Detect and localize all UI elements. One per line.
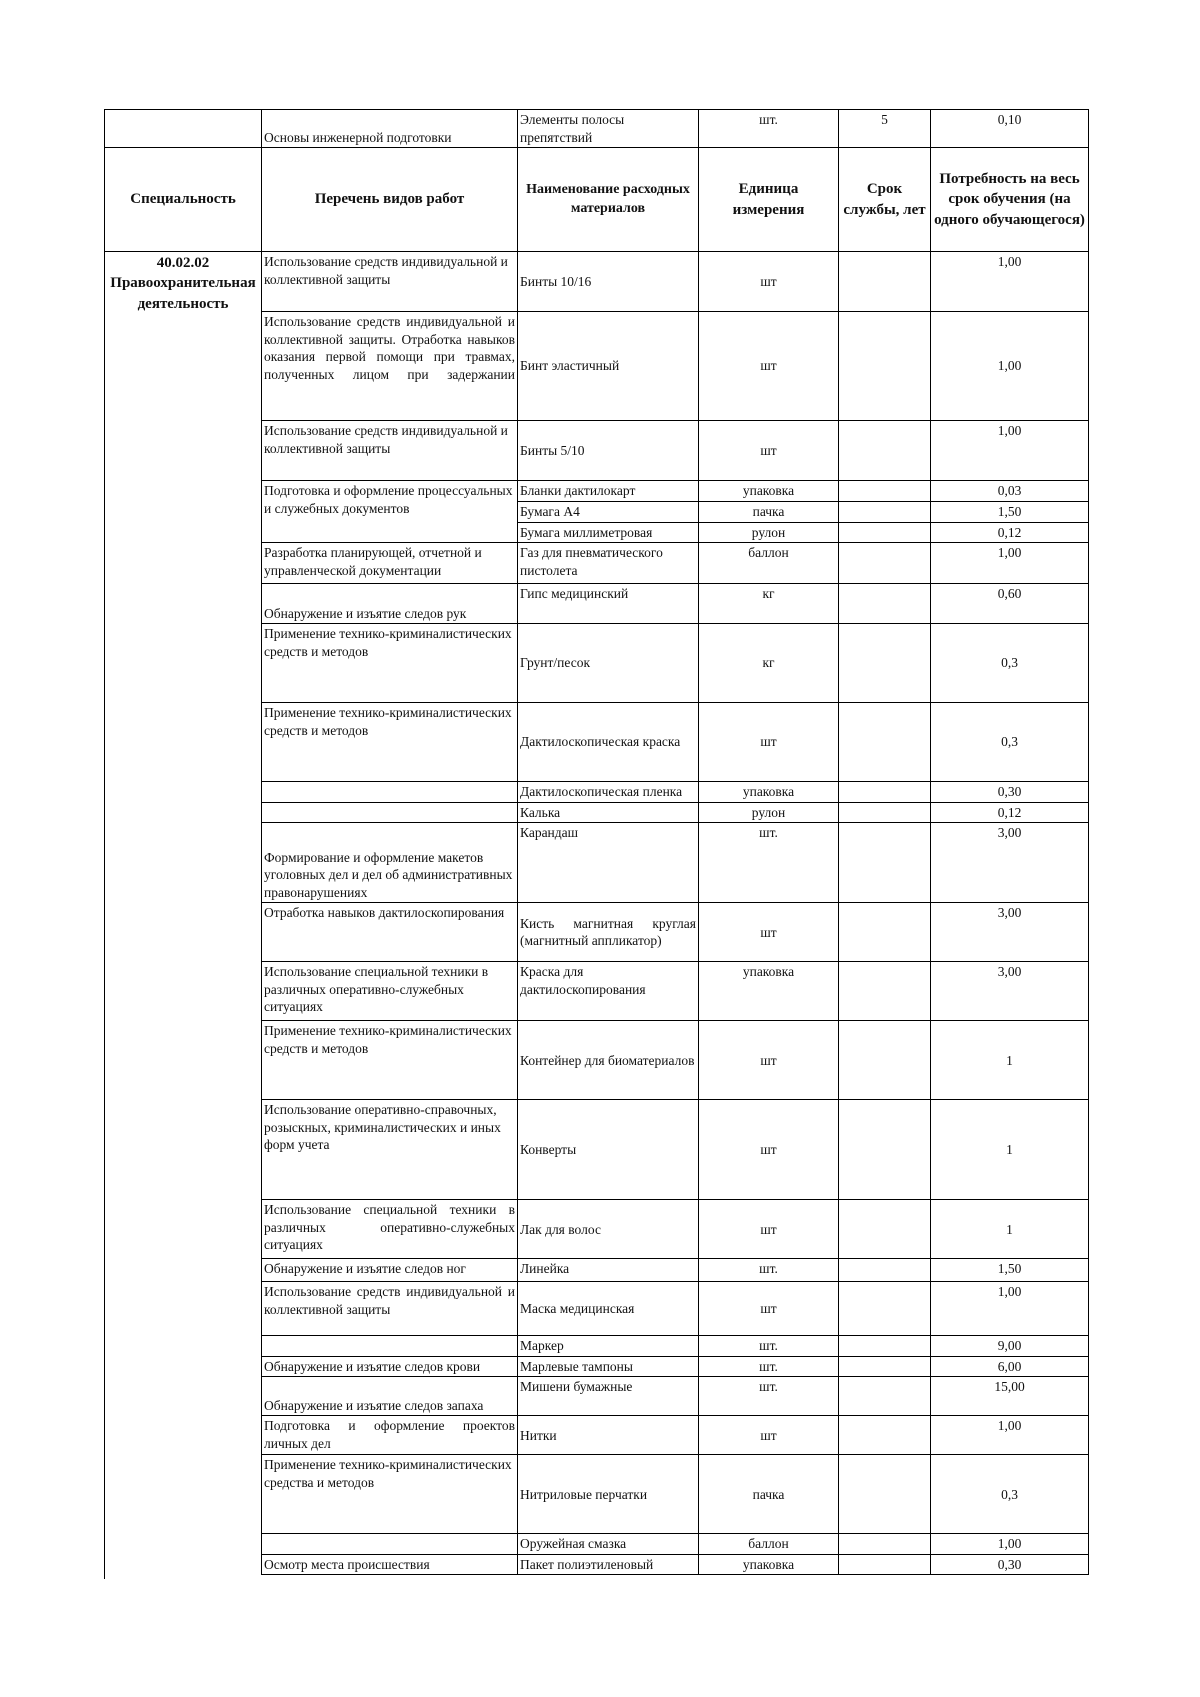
- unit-cell: шт: [699, 1416, 839, 1455]
- table-row: [105, 252, 1089, 312]
- header-materials: Наименование расходных материалов: [518, 148, 699, 252]
- header-service-life: Срок службы, лет: [839, 148, 931, 252]
- service-life-cell: [839, 624, 931, 703]
- unit-cell: кг: [699, 624, 839, 703]
- service-life-cell: [839, 1282, 931, 1336]
- need-cell: 0,3: [931, 703, 1089, 782]
- material-cell: Оружейная смазка: [518, 1534, 699, 1555]
- need-cell: 1: [931, 1021, 1089, 1100]
- table-left-border: [104, 1573, 105, 1579]
- unit-cell: шт: [699, 903, 839, 962]
- service-life-cell: [839, 421, 931, 481]
- material-cell: Калька: [518, 802, 699, 823]
- material-cell: Пакет полиэтиленовый: [518, 1554, 699, 1575]
- need-cell: 1,50: [931, 1259, 1089, 1282]
- unit-cell: пачка: [699, 502, 839, 523]
- material-cell: Марлевые тампоны: [518, 1356, 699, 1377]
- activity-cell: Обнаружение и изъятие следов ног: [262, 1259, 518, 1282]
- need-cell: 0,12: [931, 522, 1089, 543]
- need-cell: 1,00: [931, 312, 1089, 421]
- header-row: [105, 148, 1089, 252]
- material-cell: Бланки дактилокарт: [518, 481, 699, 502]
- need-cell: 0,60: [931, 584, 1089, 624]
- unit-cell: пачка: [699, 1455, 839, 1534]
- unit-cell: шт.: [699, 823, 839, 903]
- need-cell: 1,00: [931, 1534, 1089, 1555]
- service-life-cell: [839, 1534, 931, 1555]
- unit-cell: кг: [699, 584, 839, 624]
- unit-cell: шт: [699, 1021, 839, 1100]
- unit-cell: рулон: [699, 522, 839, 543]
- service-life-cell: [839, 543, 931, 584]
- need-cell: 1,00: [931, 1416, 1089, 1455]
- material-cell: Газ для пневматического пистолета: [518, 543, 699, 584]
- need-cell: 1,50: [931, 502, 1089, 523]
- unit-cell: шт.: [699, 1356, 839, 1377]
- header-specialty: Специальность: [105, 148, 262, 252]
- activity-cell: Использование оперативно-справочных, розыскных, криминалистических и иных форм учета: [262, 1100, 518, 1200]
- service-life-cell: [839, 703, 931, 782]
- material-cell: Нитки: [518, 1416, 699, 1455]
- activity-cell: Обнаружение и изъятие следов запаха: [262, 1377, 518, 1416]
- service-life-cell: 5: [839, 110, 931, 148]
- unit-cell: шт.: [699, 110, 839, 148]
- service-life-cell: [839, 1100, 931, 1200]
- activity-cell: Использование средств индивидуальной и коллективной защиты: [262, 421, 518, 481]
- material-cell: Маска медицинская: [518, 1282, 699, 1336]
- activity-cell: Применение технико-криминалистических средств и методов: [262, 703, 518, 782]
- activity-cell: [262, 802, 518, 823]
- need-cell: 0,12: [931, 802, 1089, 823]
- service-life-cell: [839, 522, 931, 543]
- unit-cell: шт.: [699, 1259, 839, 1282]
- service-life-cell: [839, 823, 931, 903]
- materials-table: [104, 109, 1089, 1575]
- top-specialty-cell: [105, 110, 262, 148]
- material-cell: Бинты 10/16: [518, 252, 699, 312]
- material-cell: Карандаш: [518, 823, 699, 903]
- service-life-cell: [839, 1554, 931, 1575]
- activity-cell: Применение технико-криминалистических средства и методов: [262, 1455, 518, 1534]
- unit-cell: упаковка: [699, 782, 839, 803]
- need-cell: 0,03: [931, 481, 1089, 502]
- unit-cell: шт: [699, 421, 839, 481]
- material-cell: Гипс медицинский: [518, 584, 699, 624]
- activity-cell: Подготовка и оформление проектов личных дел: [262, 1416, 518, 1455]
- material-cell: Грунт/песок: [518, 624, 699, 703]
- activity-cell: [262, 1336, 518, 1357]
- header-unit: Единица измерения: [699, 148, 839, 252]
- service-life-cell: [839, 903, 931, 962]
- material-cell: Кисть магнитная круглая (магнитный аппликатор): [518, 903, 699, 962]
- service-life-cell: [839, 584, 931, 624]
- unit-cell: баллон: [699, 543, 839, 584]
- material-cell: Бинт эластичный: [518, 312, 699, 421]
- need-cell: 1,00: [931, 421, 1089, 481]
- unit-cell: шт: [699, 1200, 839, 1259]
- service-life-cell: [839, 1021, 931, 1100]
- activity-cell: Разработка планирующей, отчетной и управленческой документации: [262, 543, 518, 584]
- need-cell: 0,10: [931, 110, 1089, 148]
- unit-cell: упаковка: [699, 1554, 839, 1575]
- activity-cell: Осмотр места происшествия: [262, 1554, 518, 1575]
- service-life-cell: [839, 802, 931, 823]
- need-cell: 3,00: [931, 962, 1089, 1021]
- need-cell: 1,00: [931, 543, 1089, 584]
- service-life-cell: [839, 1336, 931, 1357]
- service-life-cell: [839, 252, 931, 312]
- specialty-cell: 40.02.02 Правоохранительная деятельность: [105, 252, 262, 1575]
- activity-cell: Использование специальной техники в различных оперативно-служебных ситуациях: [262, 1200, 518, 1259]
- material-cell: Дактилоскопическая краска: [518, 703, 699, 782]
- need-cell: 3,00: [931, 823, 1089, 903]
- activity-cell: Обнаружение и изъятие следов рук: [262, 584, 518, 624]
- activity-cell: Отработка навыков дактилоскопирования: [262, 903, 518, 962]
- unit-cell: шт: [699, 1100, 839, 1200]
- service-life-cell: [839, 1200, 931, 1259]
- activity-cell: Использование специальной техники в различных оперативно-служебных ситуациях: [262, 962, 518, 1021]
- activity-cell: Использование средств индивидуальной и коллективной защиты: [262, 252, 518, 312]
- material-cell: Бумага А4: [518, 502, 699, 523]
- need-cell: 0,3: [931, 624, 1089, 703]
- activity-cell: Основы инженерной подготовки: [262, 110, 518, 148]
- need-cell: 9,00: [931, 1336, 1089, 1357]
- need-cell: 6,00: [931, 1356, 1089, 1377]
- unit-cell: упаковка: [699, 962, 839, 1021]
- service-life-cell: [839, 481, 931, 502]
- service-life-cell: [839, 1356, 931, 1377]
- material-cell: Дактилоскопическая пленка: [518, 782, 699, 803]
- need-cell: 15,00: [931, 1377, 1089, 1416]
- unit-cell: шт: [699, 703, 839, 782]
- unit-cell: шт.: [699, 1377, 839, 1416]
- service-life-cell: [839, 502, 931, 523]
- material-cell: Бинты 5/10: [518, 421, 699, 481]
- need-cell: 0,3: [931, 1455, 1089, 1534]
- service-life-cell: [839, 782, 931, 803]
- activity-cell: Формирование и оформление макетов уголовных дел и дел об административных правонарушениях: [262, 823, 518, 903]
- need-cell: 3,00: [931, 903, 1089, 962]
- material-cell: Бумага миллиметровая: [518, 522, 699, 543]
- activity-cell: Обнаружение и изъятие следов крови: [262, 1356, 518, 1377]
- service-life-cell: [839, 962, 931, 1021]
- header-need: Потребность на весь срок обучения (на одного обучающегося): [931, 148, 1089, 252]
- need-cell: 1,00: [931, 1282, 1089, 1336]
- service-life-cell: [839, 1455, 931, 1534]
- unit-cell: шт: [699, 312, 839, 421]
- activity-cell: Использование средств индивидуальной и коллективной защиты. Отработка навыков оказания первой помощи при травмах, полученных лицом при задержании: [262, 312, 518, 421]
- material-cell: Лак для волос: [518, 1200, 699, 1259]
- activity-cell: Применение технико-криминалистических средств и методов: [262, 624, 518, 703]
- activity-cell: Подготовка и оформление процессуальных и служебных документов: [262, 481, 518, 543]
- service-life-cell: [839, 1416, 931, 1455]
- materials-table-body: [105, 110, 1089, 1575]
- material-cell: Маркер: [518, 1336, 699, 1357]
- activity-cell: Применение технико-криминалистических средств и методов: [262, 1021, 518, 1100]
- material-cell: Конверты: [518, 1100, 699, 1200]
- table-row: [105, 110, 1089, 148]
- material-cell: Краска для дактилоскопирования: [518, 962, 699, 1021]
- need-cell: 0,30: [931, 1554, 1089, 1575]
- need-cell: 1: [931, 1200, 1089, 1259]
- unit-cell: рулон: [699, 802, 839, 823]
- need-cell: 0,30: [931, 782, 1089, 803]
- service-life-cell: [839, 1377, 931, 1416]
- unit-cell: шт: [699, 1282, 839, 1336]
- activity-cell: [262, 1534, 518, 1555]
- activity-cell: Использование средств индивидуальной и коллективной защиты: [262, 1282, 518, 1336]
- service-life-cell: [839, 1259, 931, 1282]
- unit-cell: шт.: [699, 1336, 839, 1357]
- header-works: Перечень видов работ: [262, 148, 518, 252]
- activity-cell: [262, 782, 518, 803]
- material-cell: Элементы полосы препятствий: [518, 110, 699, 148]
- unit-cell: шт: [699, 252, 839, 312]
- unit-cell: баллон: [699, 1534, 839, 1555]
- unit-cell: упаковка: [699, 481, 839, 502]
- need-cell: 1: [931, 1100, 1089, 1200]
- material-cell: Мишени бумажные: [518, 1377, 699, 1416]
- service-life-cell: [839, 312, 931, 421]
- need-cell: 1,00: [931, 252, 1089, 312]
- material-cell: Контейнер для биоматериалов: [518, 1021, 699, 1100]
- material-cell: Линейка: [518, 1259, 699, 1282]
- material-cell: Нитриловые перчатки: [518, 1455, 699, 1534]
